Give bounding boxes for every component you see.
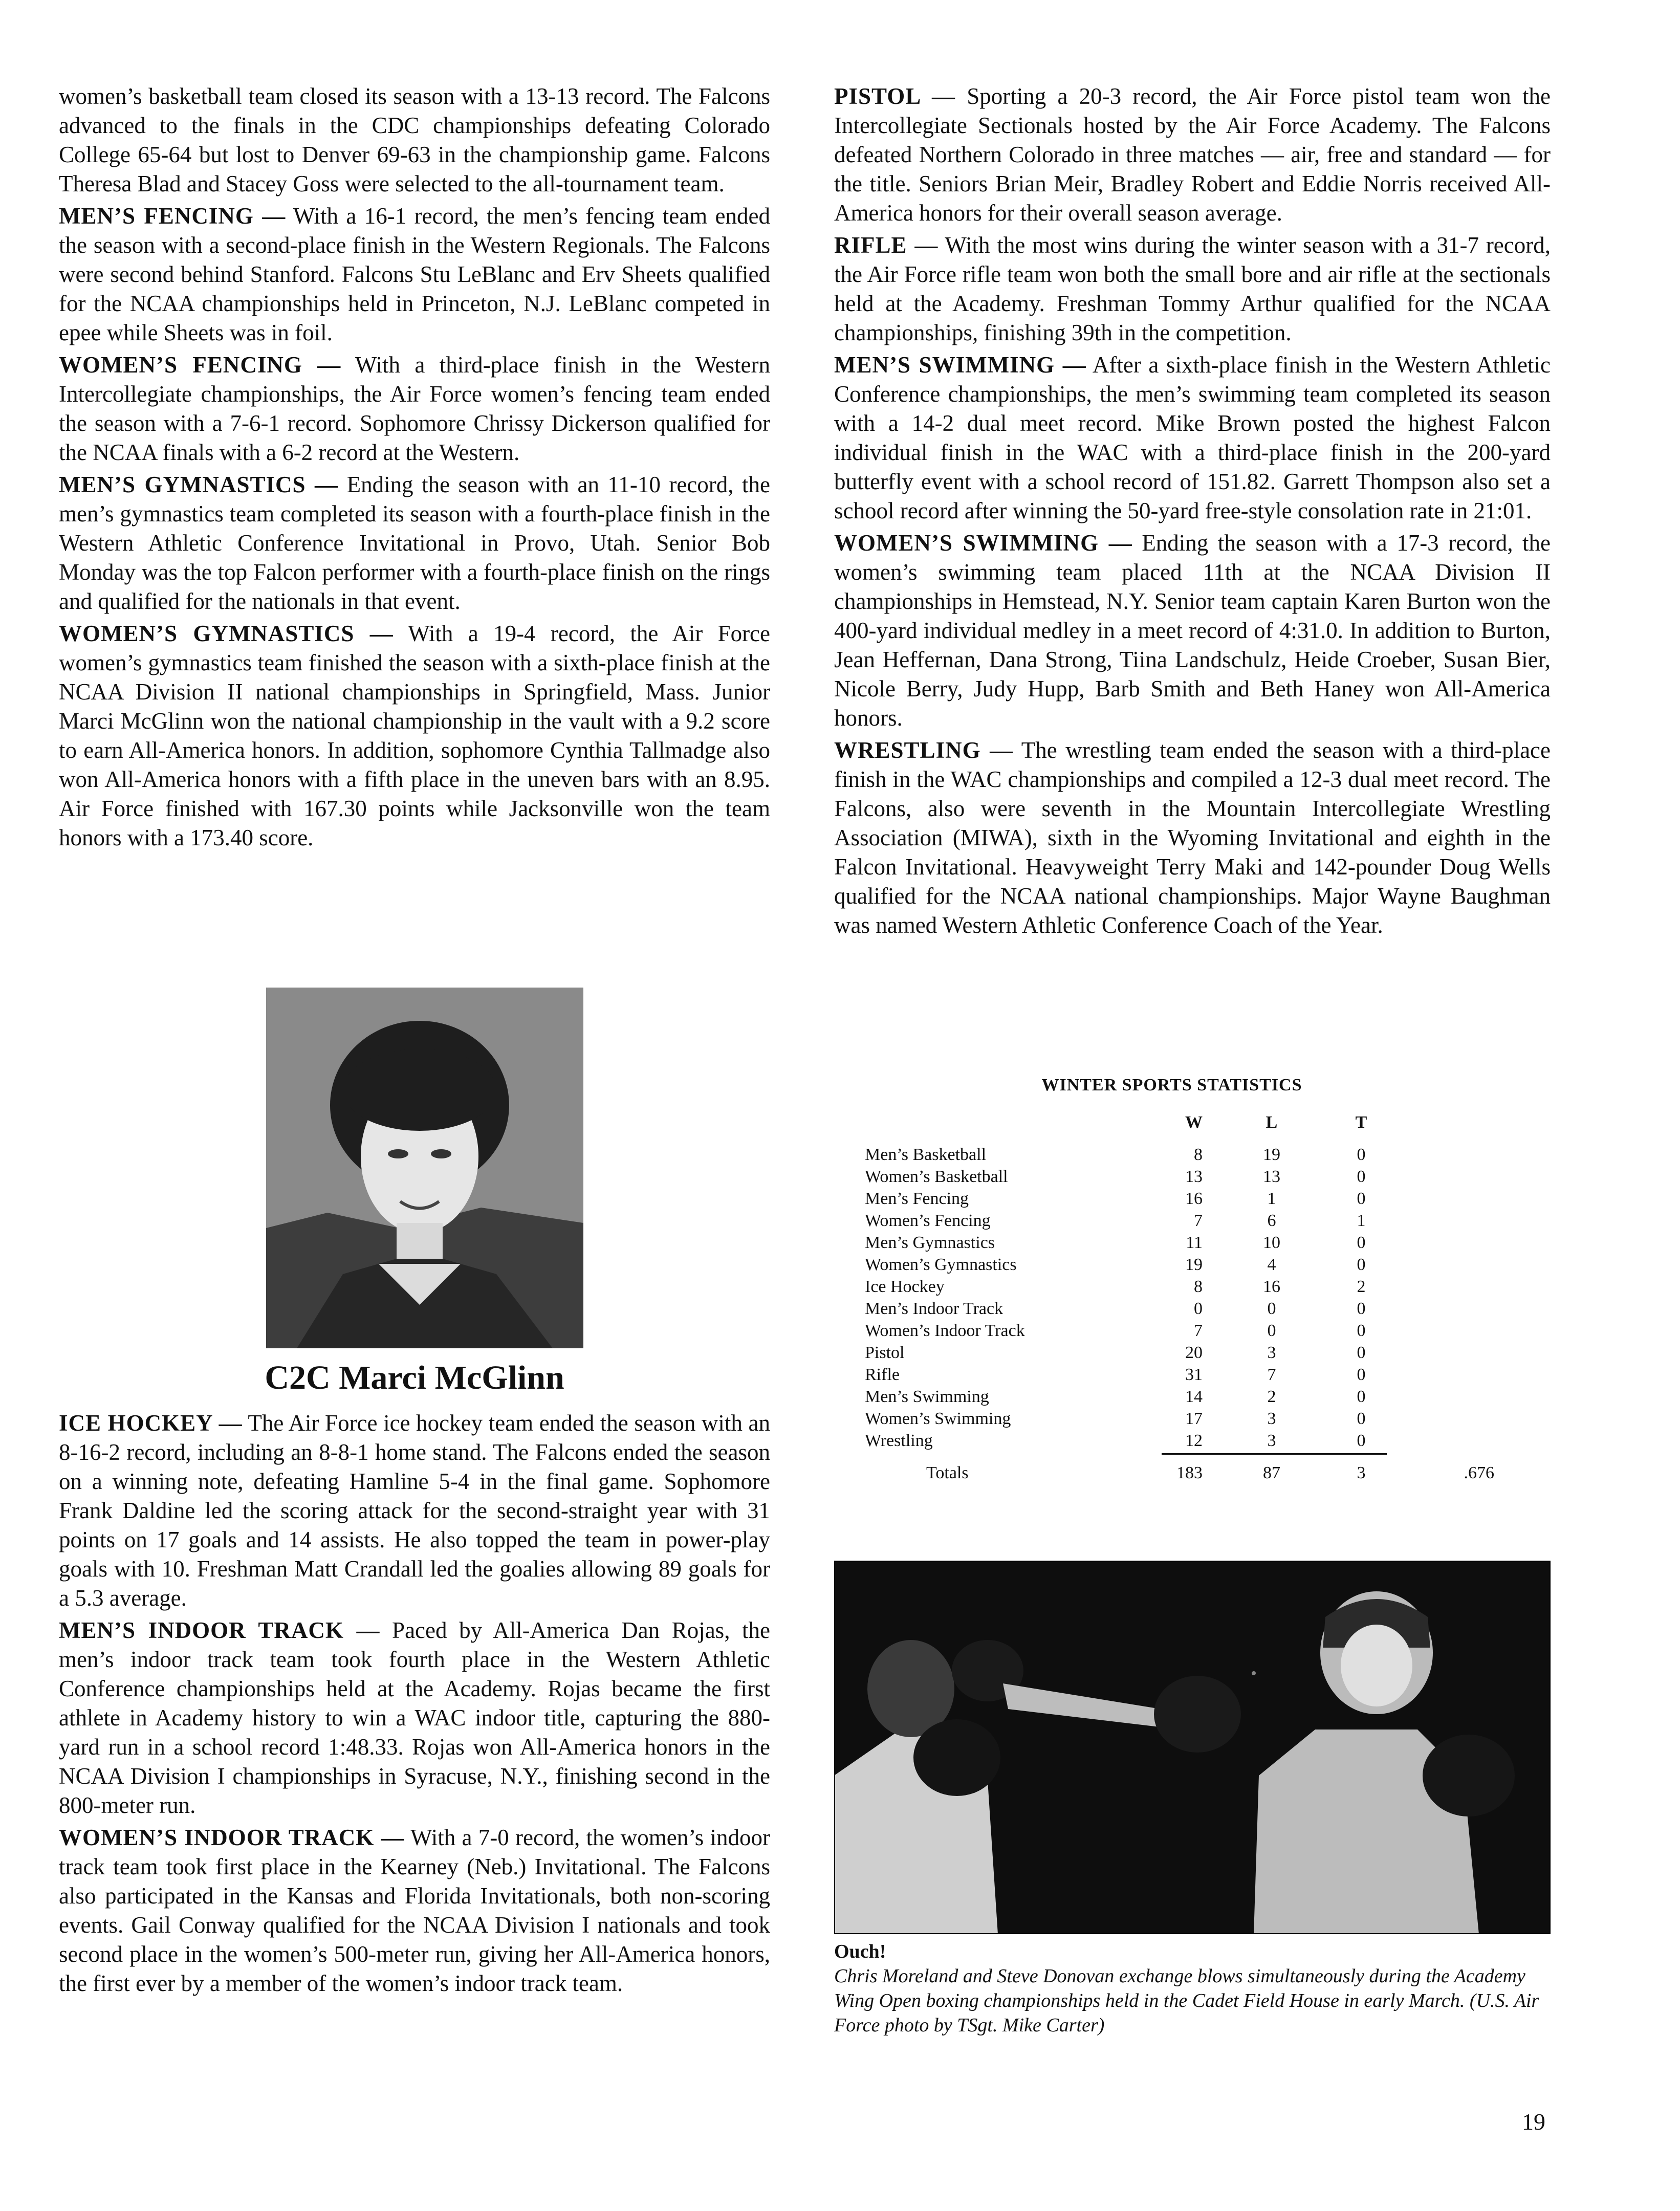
stat-t: 1 (1357, 1211, 1366, 1230)
stat-l: 6 (1267, 1211, 1276, 1230)
paragraph-mens-fencing: MEN’S FENCING — With a 16-1 record, the men’s fencing team ended the season with a second-place finish in the Western Regionals. The Falcons were second behind Stanford. Falcons Stu LeBlanc and Erv Sheets qualified for the NCAA championships held in Princeton, N.J. LeBlanc competed in epee while Sheets was in foil. (59, 203, 771, 345)
stat-w: 8 (1194, 1277, 1203, 1296)
stat-l: 19 (1263, 1145, 1280, 1164)
stats-row (865, 1364, 1551, 1386)
boxing-caption-title: Ouch! (834, 1941, 886, 1962)
stat-t: 0 (1357, 1365, 1366, 1384)
stat-l: 0 (1267, 1321, 1276, 1340)
stat-l: 2 (1267, 1387, 1276, 1406)
stats-row (865, 1386, 1551, 1408)
stat-t: 0 (1357, 1167, 1366, 1186)
stat-name: Men’s Swimming (865, 1387, 989, 1406)
portrait-photo-drawing (266, 988, 583, 1348)
stats-row (865, 1144, 1551, 1166)
stats-row (865, 1430, 1551, 1452)
header-l: L (1266, 1113, 1278, 1132)
stat-l: 3 (1267, 1343, 1276, 1362)
stat-name: Women’s Basketball (865, 1167, 1008, 1186)
boxing-caption-text: Chris Moreland and Steve Donovan exchange blows simultaneously during the Academy Wing Open boxing championships held in the Cadet Field House in early March. (U.S. Air Force photo by TSgt. Mike Carter) (834, 1965, 1539, 2036)
header-t: T (1355, 1113, 1367, 1132)
stat-t: 0 (1357, 1145, 1366, 1164)
paragraph-womens-indoor-track: WOMEN’S INDOOR TRACK — With a 7-0 record, the women’s indoor track team took first place in the Kearney (Neb.) Invitational. The Falcons also participated in the Kansas and Florida Invitationals, both non-scoring events. Gail Conway qualified for the NCAA Division I nationals and took second place in the women’s 500-meter run, giving her All-America honors, the first ever by a member of the women’s indoor track team. (59, 1825, 770, 1996)
stat-name: Pistol (865, 1343, 905, 1362)
paragraph-womens-basketball: women’s basketball team closed its season with a 13-13 record. The Falcons advanced to the finals in the CDC championships defeating Colorado College 65-64 but lost to Denver 69-63 in the championship game. Falcons Theresa Blad and Stacey Goss were selected to the all-tournament team. (59, 83, 770, 196)
stats-row (865, 1298, 1551, 1320)
paragraph-mens-indoor-track: MEN’S INDOOR TRACK — Paced by All-America Dan Rojas, the men’s indoor track team took fourth place in the Western Athletic Conference championships held at the Academy. Rojas became the first athlete in Academy history to win a WAC indoor title, capturing the 880-yard run in a school record 1:48.33. Rojas won All-America honors in the NCAA Division I championships in Syracuse, N.Y., finishing second in the 800-meter run. (59, 1617, 771, 1818)
boxing-caption (834, 1939, 1551, 2038)
totals-rule (1162, 1453, 1387, 1455)
stat-w: 12 (1185, 1431, 1203, 1450)
paragraph-mens-gymnastics: MEN’S GYMNASTICS — Ending the season with an 11-10 record, the men’s gymnastics team completed its season with a fourth-place finish in the Western Athletic Conference Invitational in Provo, Utah. Senior Bob Monday was the top Falcon performer with a fourth-place finish on the rings and qualified for the nationals in that event. (59, 472, 771, 614)
paragraph-rifle: RIFLE — With the most wins during the winter season with a 31-7 record, the Air Force rifle team won both the small bore and air rifle at the sectionals held at the Academy. Freshman Tommy Arthur qualified for the NCAA championships, finishing 39th in the competition. (834, 232, 1551, 345)
stat-w: 31 (1185, 1365, 1203, 1384)
stat-l: 0 (1267, 1299, 1276, 1318)
stats-totals-row (865, 1462, 1551, 1484)
stats-row (865, 1276, 1551, 1298)
totals-pct: .676 (1464, 1463, 1494, 1482)
totals-w: 183 (1176, 1463, 1203, 1482)
stat-name: Men’s Indoor Track (865, 1299, 1003, 1318)
stats-row (865, 1210, 1551, 1232)
stat-l: 13 (1263, 1167, 1280, 1186)
portrait-caption: C2C Marci McGlinn (265, 1359, 564, 1396)
stat-w: 16 (1185, 1189, 1203, 1208)
stat-w: 20 (1185, 1343, 1203, 1362)
right-column (834, 82, 1551, 943)
stat-l: 3 (1267, 1431, 1276, 1450)
stat-w: 14 (1185, 1387, 1203, 1406)
stat-name: Wrestling (865, 1431, 933, 1450)
stat-name: Women’s Fencing (865, 1211, 991, 1230)
stat-w: 19 (1185, 1255, 1203, 1274)
stat-name: Men’s Basketball (865, 1145, 987, 1164)
stat-t: 0 (1357, 1431, 1366, 1450)
paragraph-mens-swimming: MEN’S SWIMMING — After a sixth-place finish in the Western Athletic Conference championships, the men’s swimming team completed its season with a 14-2 dual meet record. Mike Brown posted the highest Falcon individual finish in the WAC with a third-place finish in the 200-yard butterfly event with a school record of 151.82. Garrett Thompson also set a school record after winning the 50-yard free-style consolation rate in 21:01. (834, 352, 1551, 523)
stats-row (865, 1188, 1551, 1210)
stat-l: 7 (1267, 1365, 1276, 1384)
stat-name: Ice Hockey (865, 1277, 945, 1296)
stat-w: 7 (1194, 1211, 1203, 1230)
page-number: 19 (1522, 2109, 1545, 2135)
stat-t: 0 (1357, 1299, 1366, 1318)
stat-name: Women’s Gymnastics (865, 1255, 1017, 1274)
stat-t: 0 (1357, 1189, 1366, 1208)
totals-l: 87 (1263, 1463, 1280, 1482)
stat-t: 0 (1357, 1343, 1366, 1362)
paragraph-womens-gymnastics: WOMEN’S GYMNASTICS — With a 19-4 record, the Air Force women’s gymnastics team finished the season with a sixth-place finish at the NCAA Division II national championships in Springfield, Mass. Junior Marci McGlinn won the national championship in the vault with a 9.2 score to earn All-America honors. In addition, sophomore Cynthia Tallmadge also won All-America honors with a fifth place in the uneven bars with an 8.95. Air Force finished with 167.30 points while Jacksonville won the team honors with a 173.40 score. (59, 621, 770, 850)
stats-title: WINTER SPORTS STATISTICS (1041, 1076, 1302, 1094)
stats-header-row (865, 1111, 1551, 1133)
stat-w: 0 (1194, 1299, 1203, 1318)
paragraph-pistol: PISTOL — Sporting a 20-3 record, the Air Force pistol team won the Intercollegiate Sectionals hosted by the Air Force Academy. The Falcons defeated Northern Colorado in three matches — air, free and standard — for the title. Seniors Brian Meir, Bradley Robert and Eddie Norris received All-America honors for their overall season average. (834, 83, 1551, 226)
stat-name: Women’s Indoor Track (865, 1321, 1025, 1340)
stat-t: 0 (1357, 1321, 1366, 1340)
stat-w: 8 (1194, 1145, 1203, 1164)
stat-l: 4 (1267, 1255, 1276, 1274)
left-lower-column (59, 1409, 770, 2001)
stats-row (865, 1254, 1551, 1276)
stat-w: 17 (1185, 1409, 1203, 1428)
stat-l: 10 (1263, 1233, 1280, 1252)
stat-w: 7 (1194, 1321, 1203, 1340)
totals-t: 3 (1357, 1463, 1366, 1482)
boxing-photo-drawing (834, 1561, 1551, 1934)
header-w: W (1185, 1113, 1203, 1132)
stat-t: 2 (1357, 1277, 1366, 1296)
stat-name: Men’s Gymnastics (865, 1233, 995, 1252)
paragraph-ice-hockey: ICE HOCKEY — The Air Force ice hockey team ended the season with an 8-16-2 record, including an 8-8-1 home stand. The Falcons ended the season on a winning note, defeating Hamline 5-4 in the final game. Sophomore Frank Daldine led the scoring attack for the second-straight year with 31 points on 17 goals and 14 assists. He also topped the team in power-play goals with 10. Freshman Matt Crandall led the goalies allowing 89 goals for a 5.3 average. (59, 1410, 771, 1611)
paragraph-womens-fencing: WOMEN’S FENCING — With a third-place finish in the Western Intercollegiate championships, the Air Force women’s fencing team ended the season with a 7-6-1 record. Sophomore Chrissy Dickerson qualified for the NCAA finals with a 6-2 record at the Western. (59, 352, 771, 465)
stat-name: Rifle (865, 1365, 900, 1384)
stat-l: 3 (1267, 1409, 1276, 1428)
stats-row (865, 1166, 1551, 1188)
paragraph-womens-swimming: WOMEN’S SWIMMING — Ending the season with a 17-3 record, the women’s swimming team placed 11th at the NCAA Division II championships in Hemstead, N.Y. Senior team captain Karen Burton won the 400-yard individual medley in a meet record of 4:31.0. In addition to Burton, Jean Heffernan, Dana Strong, Tiina Landschulz, Heide Croeber, Susan Bier, Nicole Berry, Judy Hupp, Barb Smith and Beth Haney won All-America honors. (834, 530, 1551, 731)
stats-row (865, 1320, 1551, 1342)
paragraph-wrestling: WRESTLING — The wrestling team ended the season with a third-place finish in the WAC championships and compiled a 12-3 dual meet record. The Falcons, also were seventh in the Mountain Intercollegiate Wrestling Association (MIWA), sixth in the Wyoming Invitational and eighth in the Falcon Invitational. Heavyweight Terry Maki and 142-pounder Doug Wells qualified for the NCAA national championships. Major Wayne Baughman was named Western Athletic Conference Coach of the Year. (834, 737, 1551, 938)
stat-t: 0 (1357, 1233, 1366, 1252)
stats-row (865, 1408, 1551, 1430)
stat-l: 16 (1263, 1277, 1280, 1296)
totals-label: Totals (926, 1463, 969, 1482)
stats-row (865, 1342, 1551, 1364)
stat-t: 0 (1357, 1409, 1366, 1428)
stat-l: 1 (1267, 1189, 1276, 1208)
left-column (59, 82, 770, 856)
stat-w: 11 (1186, 1233, 1203, 1252)
stat-w: 13 (1185, 1167, 1203, 1186)
stat-t: 0 (1357, 1255, 1366, 1274)
portrait-photo (266, 988, 583, 1348)
stat-name: Men’s Fencing (865, 1189, 969, 1208)
stat-t: 0 (1357, 1387, 1366, 1406)
stat-name: Women’s Swimming (865, 1409, 1011, 1428)
boxing-photo (834, 1561, 1551, 1934)
stats-row (865, 1232, 1551, 1254)
